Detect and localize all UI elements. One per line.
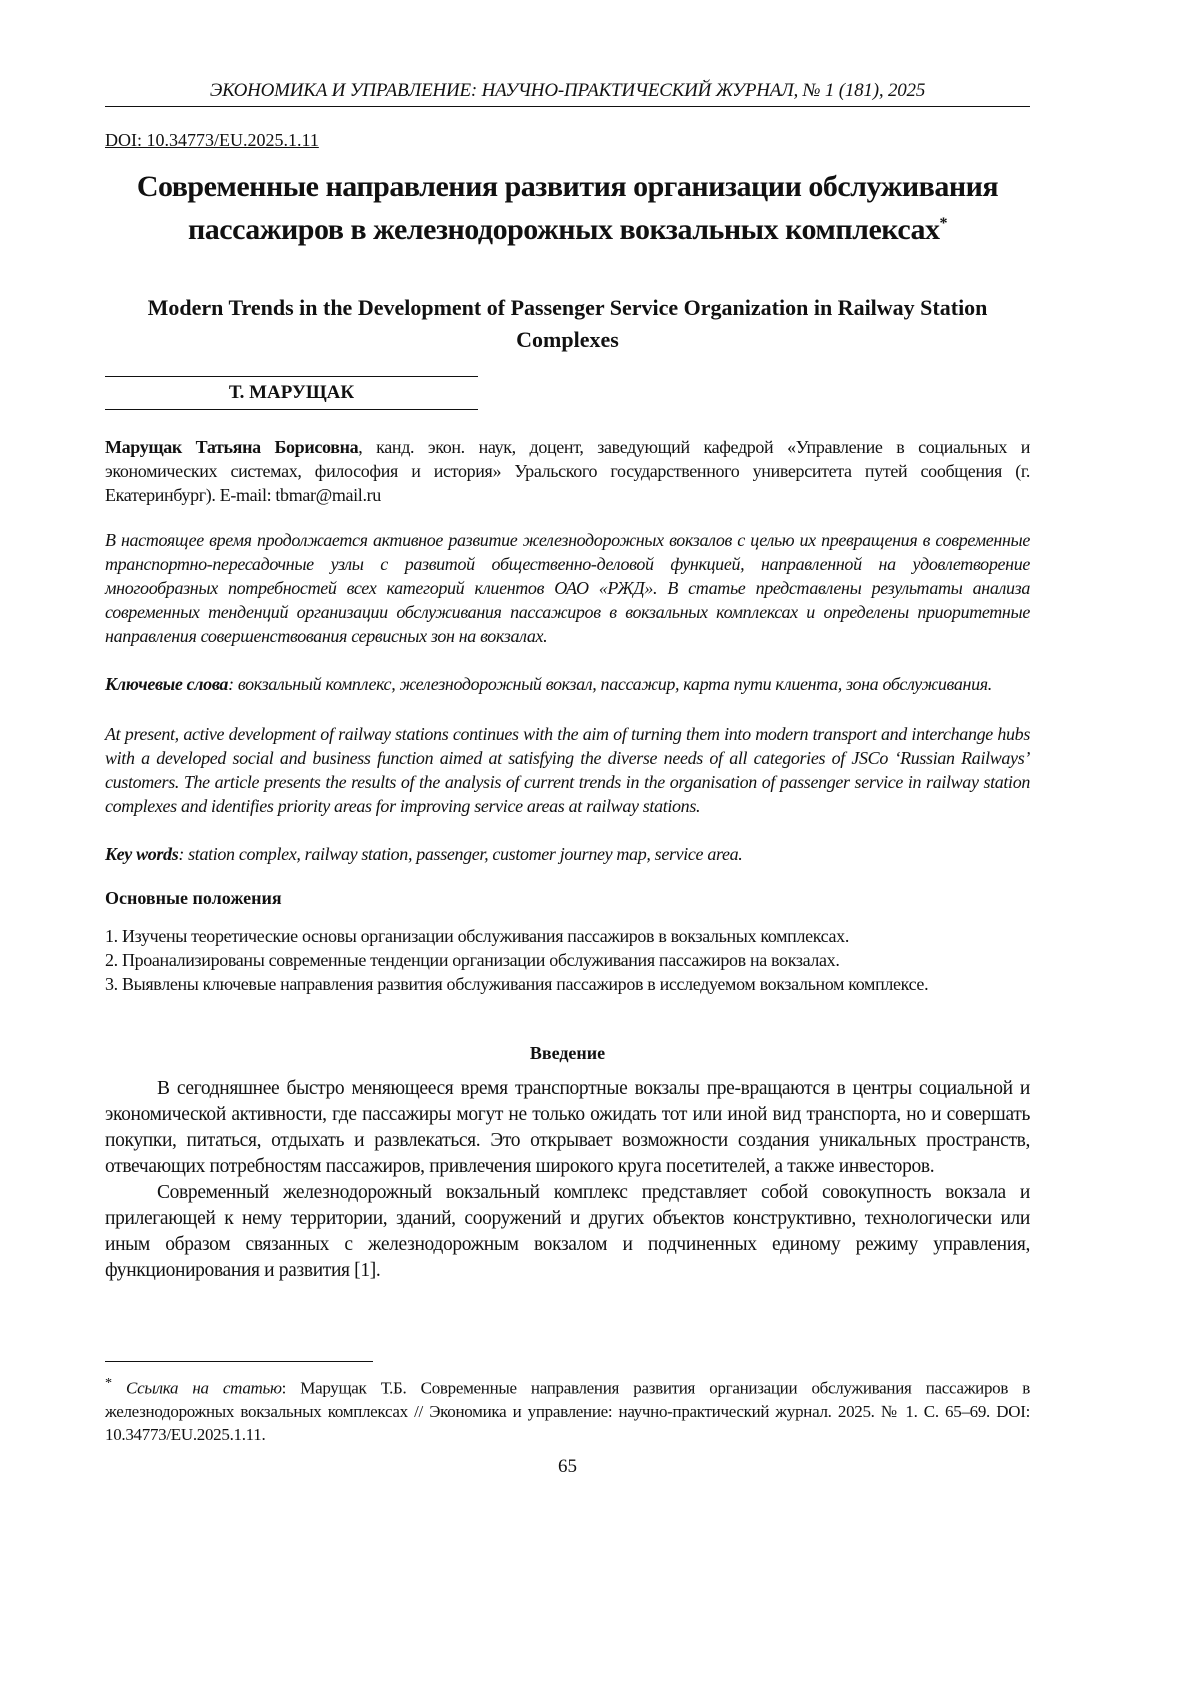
highlight-item: 2. Проанализированы современные тенденции организации обслуживания пассажиров на вокзалах. — [105, 950, 840, 970]
footnote — [105, 1372, 1030, 1446]
highlights-heading: Основные положения — [105, 888, 282, 908]
footnote-rule — [105, 1361, 373, 1362]
keywords-ru — [105, 672, 1030, 696]
abstract-en: At present, active development of railway stations continues with the aim of turning them into modern transport and interchange hubs with a developed social and business function aimed at satisfying the diverse needs of all categories of JSCo ‘Russian Railways’ customers. The article presents the results of the analysis of current trends in the organisation of passenger service in railway station complexes and identifies priority areas for improving service areas at railway stations. — [105, 724, 1030, 816]
article-title-en: Modern Trends in the Development of Passenger Service Organization in Railway Station Complexes — [147, 295, 988, 352]
title-text: Современные направления развития организации обслуживания пассажиров в железнодорожных вокзальных комплексах — [136, 170, 999, 246]
intro-body — [105, 1076, 1030, 1284]
footnote-mark: * — [105, 1375, 112, 1391]
keywords-ru-label: Ключевые слова — [105, 674, 229, 694]
keywords-en-text: : station complex, railway station, passenger, customer journey map, service area. — [178, 844, 743, 864]
highlight-item: 1. Изучены теоретические основы организации обслуживания пассажиров в вокзальных комплексах. — [105, 926, 849, 946]
page-number: 65 — [558, 1456, 577, 1477]
article-title-ru — [105, 168, 1030, 248]
author-short: Т. МАРУЩАК — [105, 376, 478, 410]
author-name: Марущак Татьяна Борисовна — [105, 437, 359, 457]
highlight-item: 3. Выявлены ключевые направления развития обслуживания пассажиров в исследуемом вокзальном комплексе. — [105, 974, 929, 994]
intro-paragraph: Современный железнодорожный вокзальный комплекс представляет собой совокупность вокзала и прилегающей к нему территории, зданий, сооружений и других объектов конструктивно, технологически или иным образом связанных с железнодорожным вокзалом и подчиненных единому режиму управления, функционирования и развития [1]. — [105, 1182, 1030, 1281]
title-footnote-mark[interactable]: * — [939, 215, 948, 232]
running-header: ЭКОНОМИКА И УПРАВЛЕНИЕ: НАУЧНО-ПРАКТИЧЕСКИЙ ЖУРНАЛ, № 1 (181), 2025 — [209, 80, 926, 101]
footnote-text: : Марущак Т.Б. Современные направления развития организации обслуживания пассажиров в железнодорожных вокзальных комплексах // Экономика и управление: научно-практический журнал. 2025. № 1. С. 65–69. DOI: 10.34773/EU.2025.1.11. — [105, 1378, 1031, 1444]
highlights-list — [105, 924, 1030, 996]
intro-paragraph: В сегодняшнее быстро меняющееся время транспортные вокзалы пре-вращаются в центры социальной и экономической активности, где пассажиры могут не только ожидать тот или иной вид транспорта, но и совершать покупки, питаться, отдыхать и развлекаться. Это открывает возможности создания уникальных пространств, отвечающих потребностям пассажиров, привлечения широкого круга посетителей, а также инвесторов. — [105, 1078, 1030, 1177]
keywords-en-label: Key words — [105, 844, 179, 864]
abstract-ru: В настоящее время продолжается активное развитие железнодорожных вокзалов с целью их превращения в современные транспортно-пересадочные узлы с развитой общественно-деловой функцией, направленной на удовлетворение многообразных потребностей всех категорий клиентов ОАО «РЖД». В статье представлены результаты анализа современных тенденций организации обслуживания пассажиров в вокзальных комплексах и определены приоритетные направления совершенствования сервисных зон на вокзалах. — [105, 530, 1030, 646]
author-affiliation: , канд. экон. наук, доцент, заведующий кафедрой «Управление в социальных и экономических системах, философия и история» Уральского государственного университета путей сообщения (г. Екатеринбург). E-mail: tbmar@mail.ru — [105, 437, 1030, 505]
keywords-en — [105, 842, 1030, 866]
doi-link[interactable]: DOI: 10.34773/EU.2025.1.11 — [105, 130, 319, 150]
footnote-label: Ссылка на статью — [126, 1378, 282, 1398]
keywords-ru-text: : вокзальный комплекс, железнодорожный вокзал, пассажир, карта пути клиента, зона обслуживания. — [228, 674, 992, 694]
header-rule — [105, 106, 1030, 107]
intro-heading: Введение — [529, 1043, 606, 1063]
author-info — [105, 435, 1030, 507]
